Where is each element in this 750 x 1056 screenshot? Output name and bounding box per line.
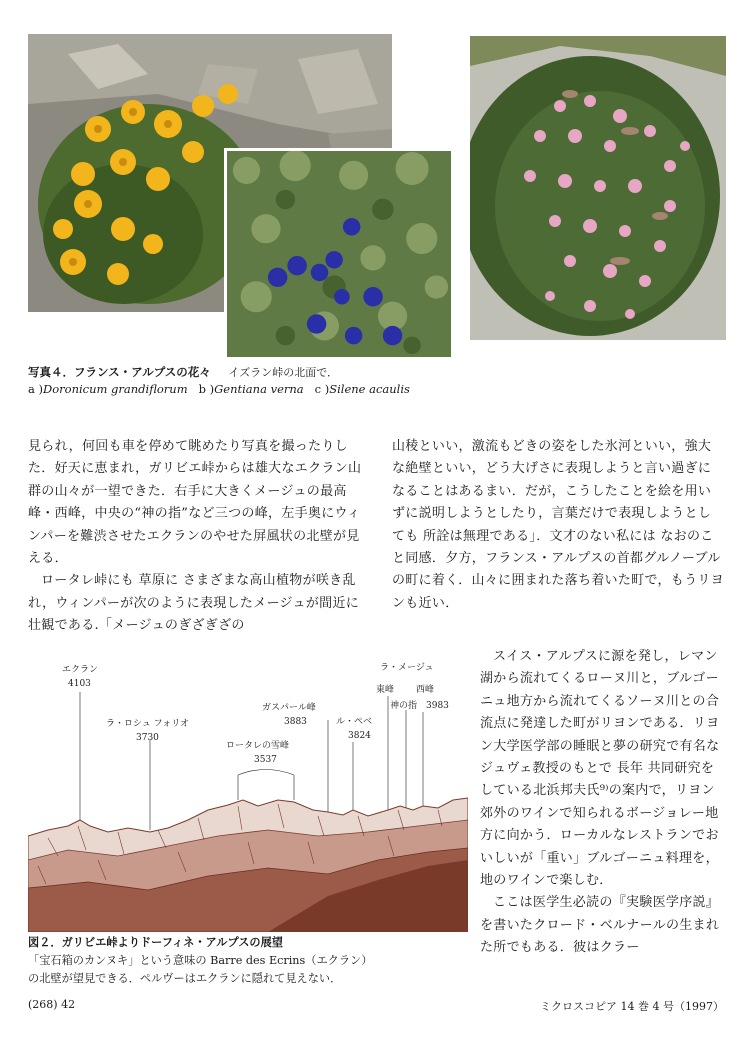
peak-gaspard-name: ガスパール峰	[262, 703, 316, 713]
body-column-left-top	[28, 436, 366, 638]
peak-pave-elevation: 3824	[348, 731, 371, 741]
body-column-right-bottom	[480, 646, 724, 960]
photo-caption	[28, 364, 488, 398]
species-letter-a: a )	[28, 382, 43, 396]
species-letter-c: c )	[314, 382, 330, 396]
figure-caption-line: 「宝石箱のカンヌキ」という意味の Barre des Ecrins（エクラン）	[28, 954, 373, 967]
photo-silene	[470, 36, 726, 340]
peak-lautaret-elevation: 3537	[254, 755, 277, 765]
peak-roche-faurio-name: ラ・ロシュ フォリオ	[106, 719, 190, 729]
peak-doigt-name: 神の指	[390, 701, 418, 711]
body-paragraph: ここは医学生必読の『実験医学序説』を書いたクロード・ベルナールの生まれた所でもある．彼はクラー	[480, 895, 720, 956]
species-letter-b: b )	[198, 382, 215, 396]
peak-ecrins-name: エクラン	[62, 665, 99, 675]
panorama-figure	[28, 660, 468, 932]
peak-meije-east-name: 東峰	[376, 685, 395, 695]
body-paragraph: 見られ，何回も車を停めて眺めたり写真を撮ったりした．好天に恵まれ，ガリビエ峠からは雄大なエクラン山群の山々が一望できた．右手に大きくメージュの最高峰・西峰，中央の“神の指”など三つの峰，左手奥にウィンパーを難渋させたエクランのやせた屏風状の北壁が見える．	[28, 439, 362, 567]
journal-reference: ミクロスコピア 14 巻 4 号（1997）	[540, 1000, 724, 1013]
body-paragraph: 山稜といい，激流もどきの姿をした氷河といい，強大な絶壁といい，どう大げさに表現しようと言い過ぎになることはあるまい．だが，こうしたことを絵を用いずに説明しようとしたり，言葉だけで表現しようとしても 所詮は無理である」．文才のない私には なおのこと同感．夕方，フランス・アルプスの首都グルノーブルの町に着く．山々に囲まれた落ち着いた町で，もうリヨンも近い．	[392, 439, 724, 611]
peak-pave-name: ル・ペベ	[336, 717, 373, 727]
page-number: (268) 42	[28, 998, 76, 1011]
mountain-sketch	[28, 798, 468, 932]
photo-caption-species	[28, 381, 488, 398]
peak-meije-west-elevation: 3983	[426, 701, 449, 711]
peak-roche-faurio-elevation: 3730	[136, 733, 159, 743]
figure-caption-title: 図２．ガリビエ峠よりドーフィネ・アルプスの展望	[28, 936, 283, 949]
species-name-c: Silene acaulis	[329, 382, 410, 396]
peak-ecrins-elevation: 4103	[68, 679, 91, 689]
body-paragraph: ロータレ峠にも 草原に さまざまな高山植物が咲き乱れ，ウィンパーが次のように表現したメージュが間近に壮観である.「メージュのぎざぎざの	[28, 573, 360, 634]
body-paragraph: スイス・アルプスに源を発し，レマン湖から流れてくるローヌ川と，ブルゴーニュ地方から流れてくるソーヌ川との合流点に発達した町がリヨンである．リヨン大学医学部の睡眠と夢の研究で有名なジュヴェ教授のもとで 長年 共同研究をしている北浜邦夫氏⁹⁾の案内で，リヨン郊外のワインで知られるボージョレー地方に向かう．ローカルなレストランでおいしいが「重い」ブルゴーニュ料理を，地のワインで楽しむ．	[480, 649, 720, 889]
photo-gentiana	[224, 148, 454, 360]
figure-caption-line: の北壁が望見できる．ペルヴーはエクランに隠れて見えない．	[28, 972, 342, 985]
peak-lautaret-name: ロータレの雪峰	[226, 741, 290, 751]
photo-caption-title: 写真４．フランス・アルプスの花々	[28, 365, 211, 379]
meije-group-label: ラ・メージュ	[380, 663, 434, 673]
peak-gaspard-elevation: 3883	[284, 717, 307, 727]
photo-caption-location: イズラン峠の北面で．	[228, 366, 339, 379]
peak-meije-west-name: 西峰	[416, 685, 435, 695]
species-name-b: Gentiana verna	[214, 382, 304, 396]
species-name-a: Doronicum grandiflorum	[43, 382, 188, 396]
body-column-right-top	[392, 436, 724, 615]
figure-caption	[28, 934, 458, 988]
